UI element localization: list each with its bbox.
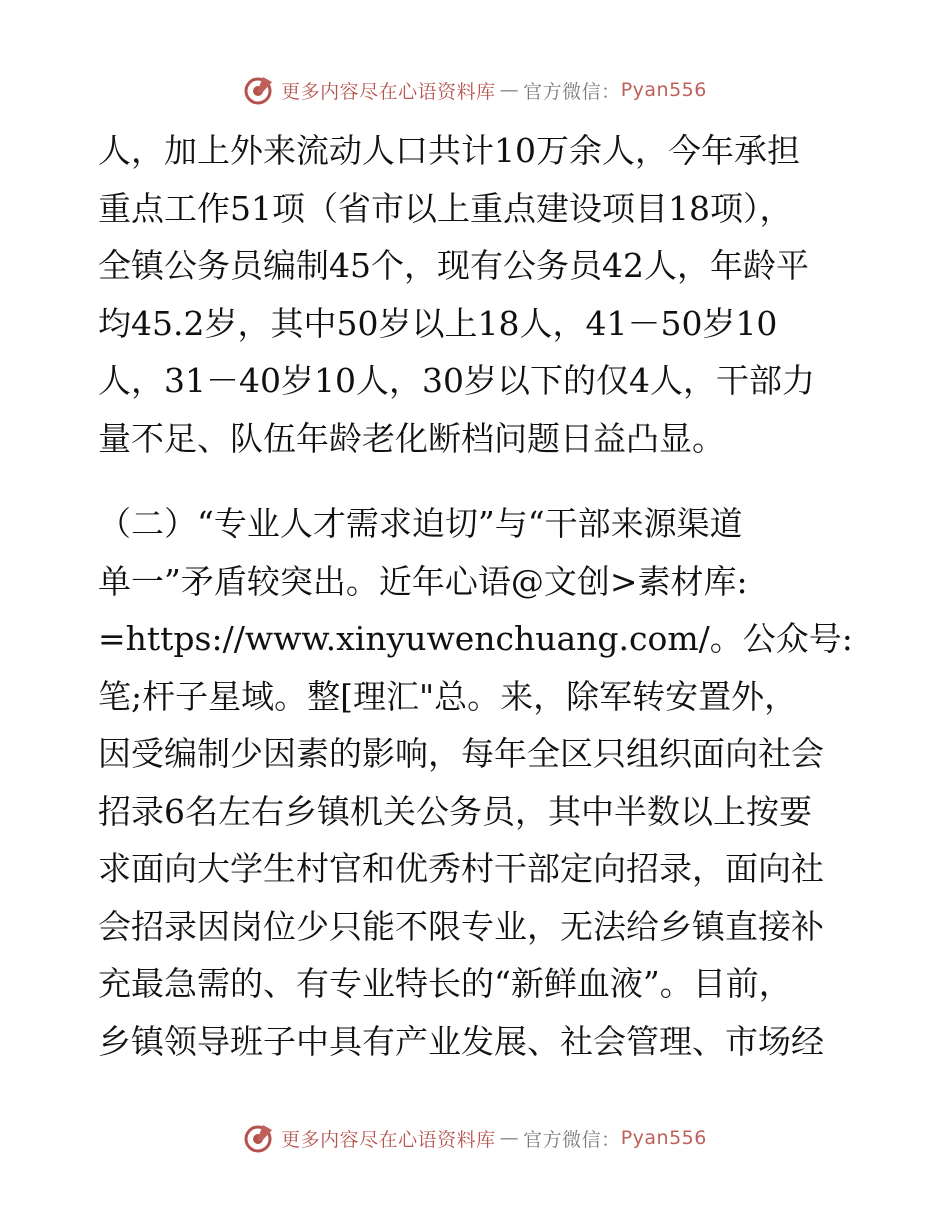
paragraph-line: 均45.2岁，其中50岁以上18人，41－50岁10 [98,303,778,343]
document-body [98,122,858,1070]
header-wechat-id: Pyan556 [620,79,707,101]
paragraph-line: 因受编制少因素的影响，每年全区只组织面向社会 [98,734,824,773]
paragraph-line: 量不足、队伍年龄老化断档问题日益凸显。 [98,418,725,458]
header-banner-text: 更多内容尽在心语资料库 [281,80,496,103]
footer-banner-text: 更多内容尽在心语资料库 [281,1128,496,1151]
paragraph-line: 人，加上外来流动人口共计10万余人，今年承担 [98,131,800,170]
paragraph-line: =https://www.xinyuwenchuang.com/。公众号: [98,619,853,658]
paragraph-line: （二）“专业人才需求迫切”与“干部来源渠道 [98,504,743,543]
paragraph-gap [98,467,858,495]
paragraph-2 [98,495,858,1070]
quill-logo-icon [243,1122,275,1154]
paragraph-line: 单一”矛盾较突出。近年心语@文创>素材库: [98,561,748,601]
quill-logo-icon [243,74,275,106]
header-banner [0,74,950,106]
header-separator: — [499,79,520,101]
footer-banner [0,1122,950,1154]
paragraph-line: 充最急需的、有专业特长的“新鲜血液”。目前， [98,964,792,1003]
footer-wechat-label: 官方微信： [523,1128,621,1151]
footer-separator: — [499,1127,520,1149]
paragraph-line: 人，31－40岁10人，30岁以下的仅4人，干部力 [98,361,815,400]
header-wechat-label: 官方微信： [523,80,621,103]
paragraph-line: 重点工作51项（省市以上重点建设项目18项）， [98,188,793,228]
footer-wechat-id: Pyan556 [620,1127,707,1149]
paragraph-line: 招录6名左右乡镇机关公务员，其中半数以上按要 [98,791,812,831]
paragraph-line: 全镇公务员编制45个，现有公务员42人，年龄平 [98,246,809,285]
paragraph-line: 笔;杆子星域。整[理汇"总。来，除军转安置外， [98,676,798,716]
paragraph-1 [98,122,858,467]
paragraph-line: 乡镇领导班子中具有产业发展、社会管理、市场经 [98,1021,824,1061]
paragraph-line: 会招录因岗位少只能不限专业，无法给乡镇直接补 [98,906,824,946]
paragraph-line: 求面向大学生村官和优秀村干部定向招录，面向社 [98,849,824,888]
